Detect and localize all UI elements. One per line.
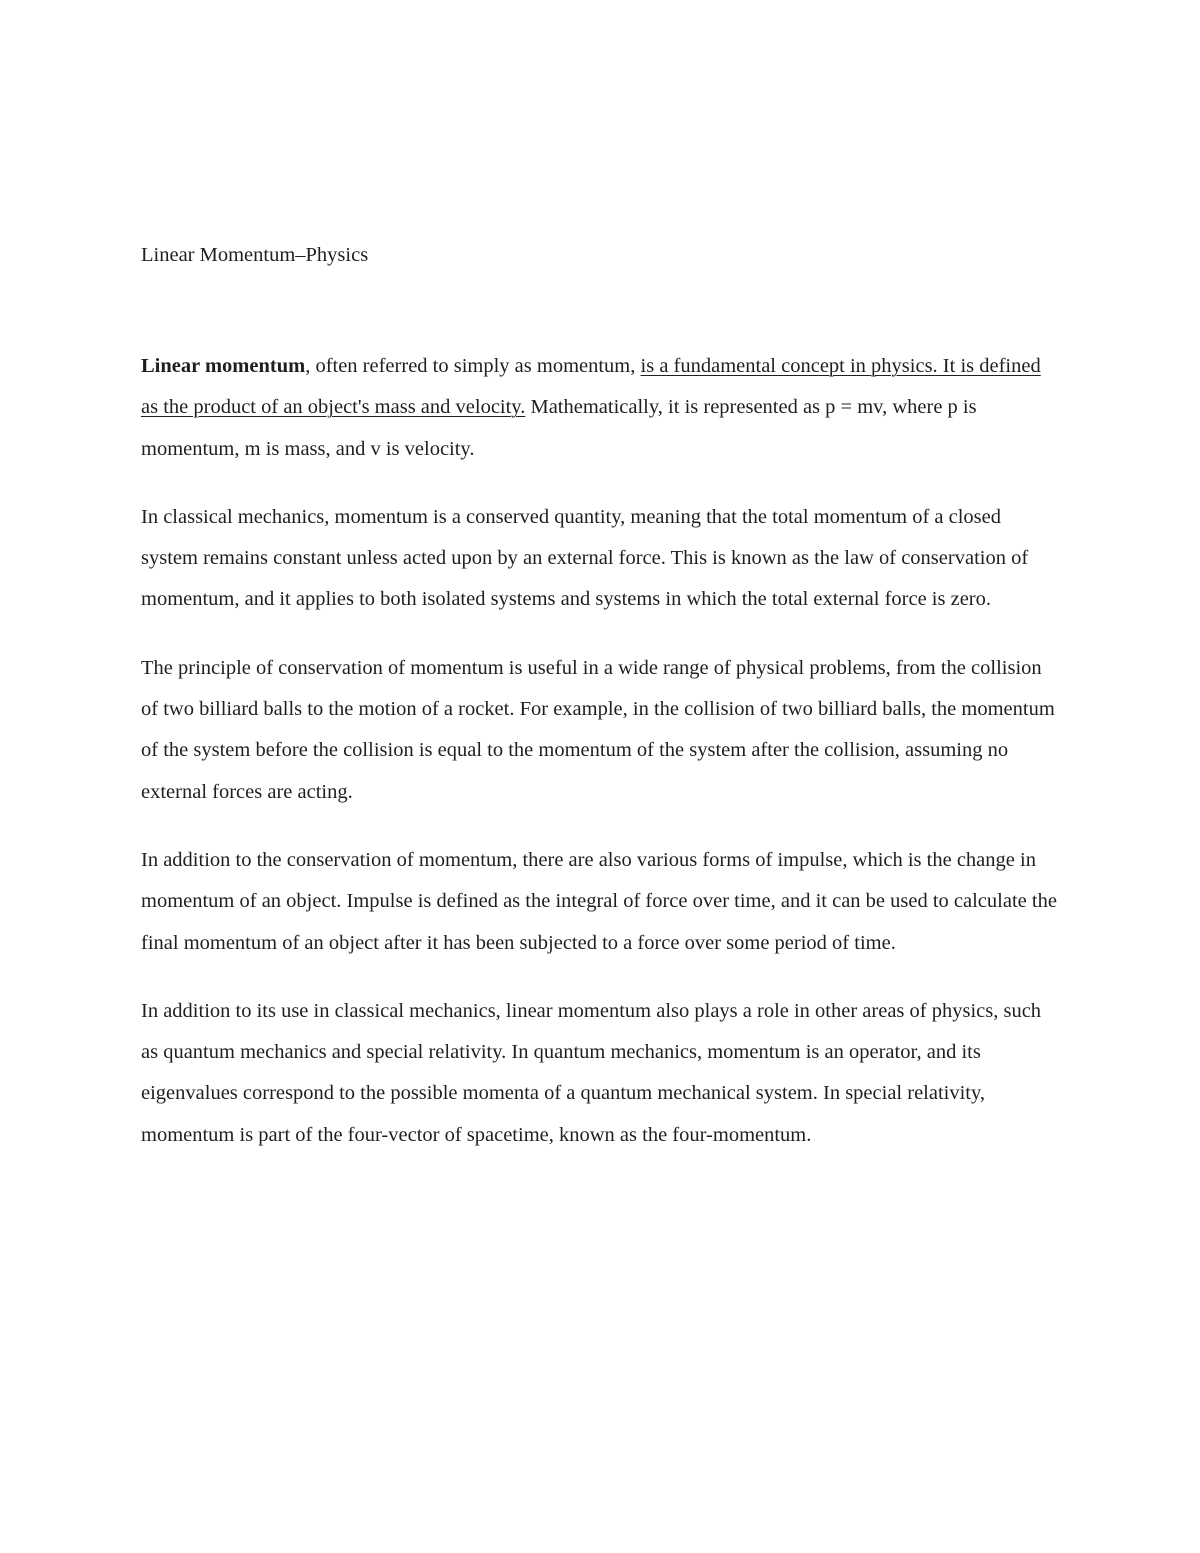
definition-rest-text: Mathematically, it is represented as p = mv, where p is momentum, m is mass, and v is velocity. <box>141 396 977 460</box>
paragraph-conservation: In classical mechanics, momentum is a conserved quantity, meaning that the total momentum of a closed system remains constant unless acted upon by an external force. This is known as the law of conservation of momentum, and it applies to both isolated systems and systems in which the total external force is zero. <box>141 505 1029 611</box>
definition-lead-text: , often referred to simply as momentum, <box>305 355 641 377</box>
document-body <box>141 346 1059 1183</box>
paragraph-definition <box>141 346 1059 470</box>
paragraph-applications: The principle of conservation of momentum is useful in a wide range of physical problems, from the collision of two billiard balls to the motion of a rocket. For example, in the collision of two billiard balls, the momentum of the system before the collision is equal to the momentum of the system after the collision, assuming no external forces are acting. <box>141 656 1055 803</box>
document-title: Linear Momentum–Physics <box>141 244 369 266</box>
paragraph-other-areas: In addition to its use in classical mechanics, linear momentum also plays a role in other areas of physics, such as quantum mechanics and special relativity. In quantum mechanics, momentum is an operator, and its eigenvalues correspond to the possible momenta of a quantum mechanical system. In special relativity, momentum is part of the four-vector of spacetime, known as the four-momentum. <box>141 999 1042 1146</box>
key-term: Linear momentum <box>141 355 306 377</box>
paragraph-impulse: In addition to the conservation of momentum, there are also various forms of impulse, which is the change in momentum of an object. Impulse is defined as the integral of force over time, and it can be used to calculate the final momentum of an object after it has been subjected to a force over some period of time. <box>141 848 1057 954</box>
underlined-definition: is a fundamental concept in physics. It is defined as the product of an object's mass and velocity. <box>141 355 1041 419</box>
